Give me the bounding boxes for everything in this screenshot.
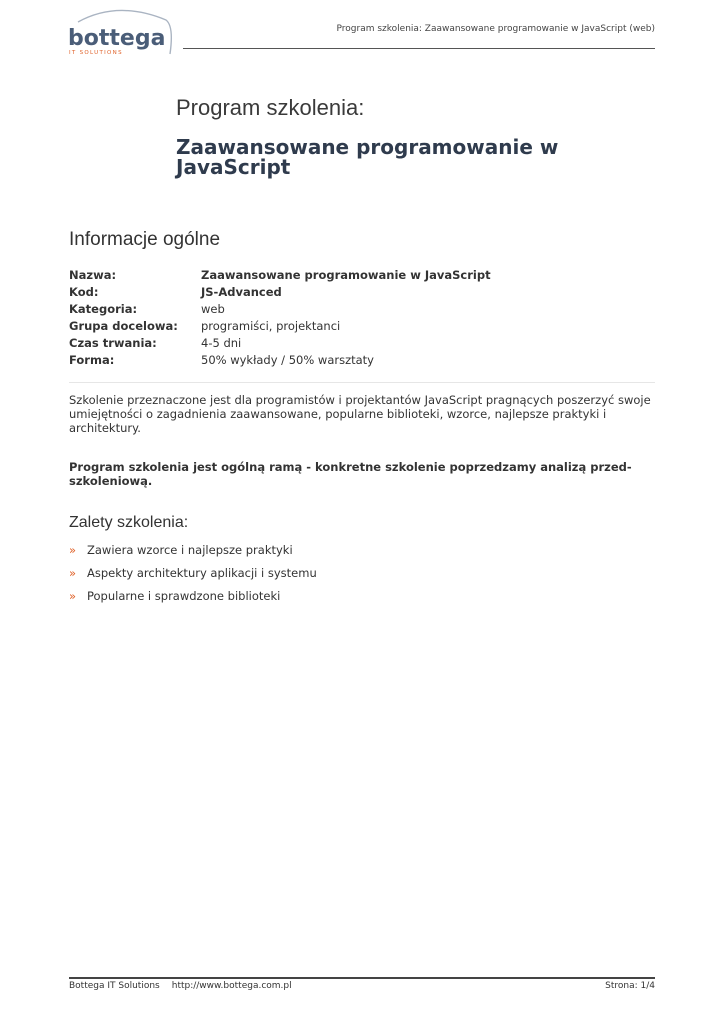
info-label: Nazwa: <box>69 268 117 282</box>
info-value: web <box>201 302 225 316</box>
benefits-list <box>69 543 317 612</box>
info-row <box>69 353 491 370</box>
info-value: JS-Advanced <box>201 285 282 299</box>
document-pre-title: Program szkolenia: <box>176 95 365 120</box>
section-divider <box>69 382 655 383</box>
info-label: Kategoria: <box>69 302 138 316</box>
benefit-text: Popularne i sprawdzone biblioteki <box>87 589 281 603</box>
list-item <box>69 543 317 566</box>
info-value: 4-5 dni <box>201 336 242 350</box>
list-item <box>69 566 317 589</box>
info-heading: Informacje ogólne <box>69 229 221 250</box>
list-item <box>69 589 317 612</box>
note-paragraph: Program szkolenia jest ogólną ramą - konkretne szkolenie poprzedzamy analizą przed-szkoleniową. <box>69 460 632 488</box>
bullet-icon: » <box>69 589 77 603</box>
info-label: Czas trwania: <box>69 336 157 350</box>
info-label: Forma: <box>69 353 115 367</box>
info-value: 50% wykłady / 50% warsztaty <box>201 353 374 367</box>
bottega-logo <box>66 8 178 56</box>
document-title: Zaawansowane programowanie w JavaScript <box>176 135 559 179</box>
bullet-icon: » <box>69 543 77 557</box>
info-label: Grupa docelowa: <box>69 319 178 333</box>
info-row <box>69 268 491 285</box>
logo-subtitle: IT SOLUTIONS <box>69 50 123 56</box>
benefit-text: Aspekty architektury aplikacji i systemu <box>87 566 317 580</box>
description-paragraph: Szkolenie przeznaczone jest dla programistów i projektantów JavaScript pragnących poszerzyć swoje umiejętności o zagadnienia zaawansowane, popularne biblioteki, wzorce, najlepsze praktyki i architektury. <box>69 393 651 435</box>
benefits-heading: Zalety szkolenia: <box>69 514 189 531</box>
info-label: Kod: <box>69 285 99 299</box>
info-row <box>69 285 491 302</box>
logo-name: bottega <box>68 26 166 51</box>
info-row <box>69 302 491 319</box>
bullet-icon: » <box>69 566 77 580</box>
info-table <box>69 268 491 370</box>
title-block <box>176 95 656 177</box>
footer-company: Bottega IT Solutions <box>69 981 160 991</box>
header-title: Program szkolenia: Zaawansowane programowanie w JavaScript (web) <box>336 24 655 34</box>
footer-link[interactable]: http://www.bottega.com.pl <box>171 981 292 991</box>
footer-divider <box>69 977 655 979</box>
page-number: Strona: 1/4 <box>605 981 655 991</box>
info-row <box>69 336 491 353</box>
benefit-text: Zawiera wzorce i najlepsze praktyki <box>87 543 293 557</box>
info-value: Zaawansowane programowanie w JavaScript <box>201 268 491 282</box>
info-value: programiści, projektanci <box>201 319 341 333</box>
page-footer <box>69 981 655 991</box>
info-row <box>69 319 491 336</box>
page-header <box>0 0 725 60</box>
header-divider <box>183 48 655 49</box>
